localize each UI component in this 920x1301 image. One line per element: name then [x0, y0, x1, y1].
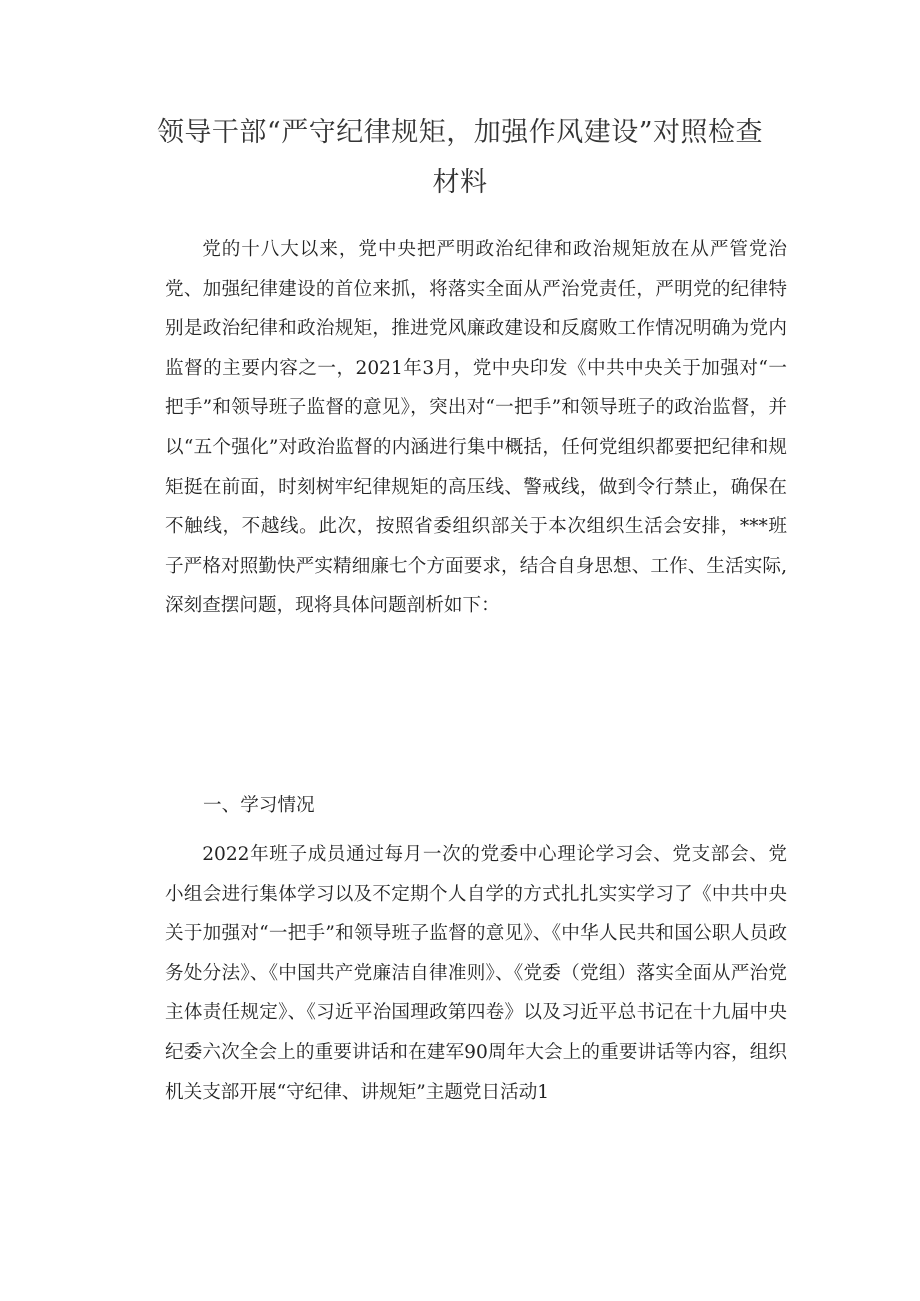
document-title-line-2: 材料	[432, 167, 488, 198]
study-paragraph: 2022年班子成员通过每月一次的党委中心理论学习会、党支部会、党小组会进行集体学习以及不定期个人自学的方式扎扎实实学习了《中共中央关于加强对“一把手”和领导班子监督的意见》、《中华人民共和国公职人员政务处分法》、《中国共产党廉洁自律准则》、《党委（党组）落实全面从严治党主体责任规定》、《习近平治国理政第四卷》以及习近平总书记在十九届中央纪委六次全会上的重要讲话和在建军90周年大会上的重要讲话等内容，组织机关支部开展“守纪律、讲规矩”主题党日活动1	[165, 844, 787, 1103]
document-title	[130, 108, 790, 208]
intro-paragraph: 党的十八大以来，党中央把严明政治纪律和政治规矩放在从严管党治党、加强纪律建设的首位来抓，将落实全面从严治党责任，严明党的纪律特别是政治纪律和政治规矩，推进党风廉政建设和反腐败工作情况明确为党内监督的主要内容之一，2021年3月，党中央印发《中共中央关于加强对“一把手”和领导班子监督的意见》，突出对“一把手”和领导班子的政治监督，并以“五个强化”对政治监督的内涵进行集中概括，任何党组织都要把纪律和规矩挺在前面，时刻树牢纪律规矩的高压线、警戒线，做到令行禁止，确保在不触线，不越线。此次，按照省委组织部关于本次组织生活会安排，***班子严格对照勤快严实精细廉七个方面要求，结合自身思想、工作、生活实际,深刻查摆问题，现将具体问题剖析如下：	[165, 239, 787, 617]
section-heading-study: 一、学习情况	[203, 795, 315, 816]
document-title-line-1: 领导干部“严守纪律规矩，加强作风建设”对照检查	[156, 117, 764, 148]
